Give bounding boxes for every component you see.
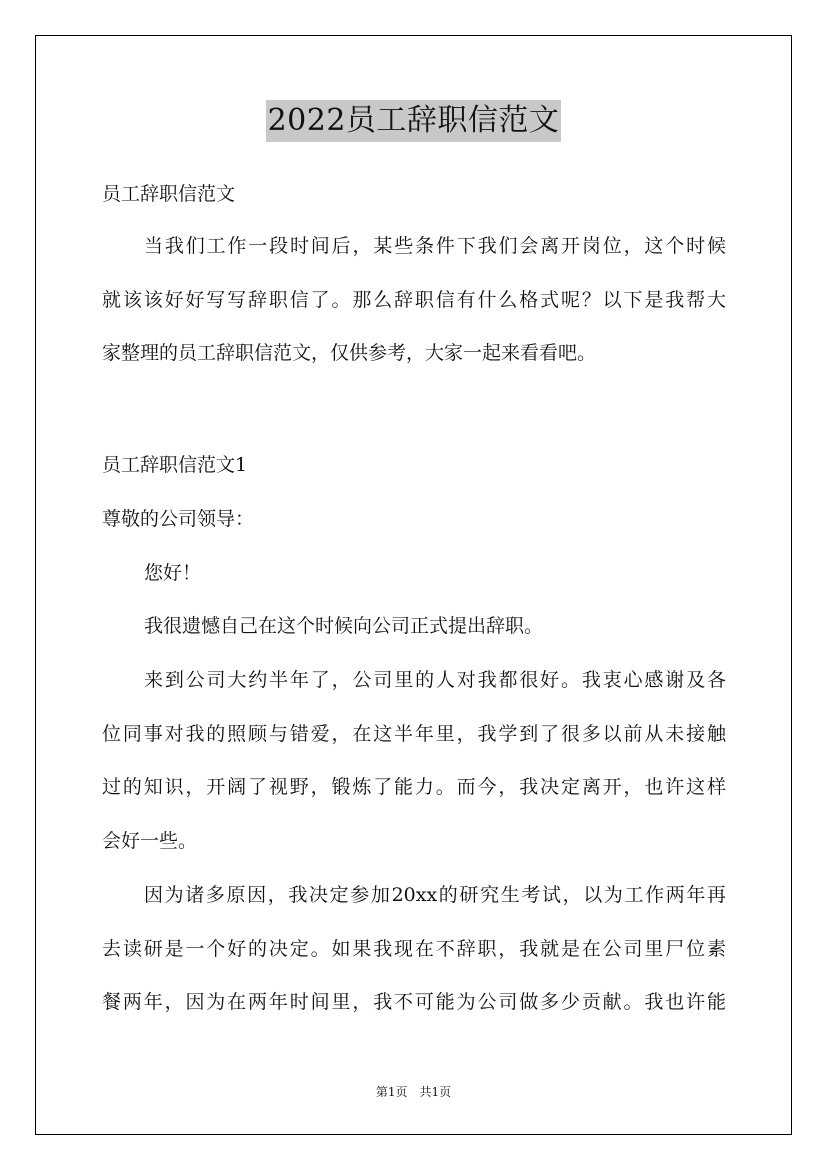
document-title: 2022员工辞职信范文: [266, 100, 562, 142]
greeting: 您好！: [144, 562, 202, 584]
paragraph-line: 家整理的员工辞职信范文，仅供参考，大家一起来看看吧。: [102, 342, 597, 364]
salutation: 尊敬的公司领导：: [102, 508, 255, 530]
paragraph-line: 当我们工作一段时间后，某些条件下我们会离开岗位，这个时候: [144, 235, 726, 257]
paragraph-1: 我很遗憾自己在这个时候向公司正式提出辞职。: [144, 615, 544, 637]
paragraph-line: 因为诸多原因，我决定参加20xx的研究生考试，以为工作两年再: [144, 884, 726, 906]
intro-paragraph: [102, 220, 726, 381]
paragraph-line: 来到公司大约半年了，公司里的人对我都很好。我衷心感谢及各: [144, 669, 726, 691]
paragraph-line: 餐两年，因为在两年时间里，我不可能为公司做多少贡献。我也许能: [102, 991, 726, 1013]
paragraph-line: 就该该好好写写辞职信了。那么辞职信有什么格式呢？以下是我帮大: [102, 288, 726, 311]
paragraph-line: 会好一些。: [102, 829, 198, 852]
paragraph-line: 过的知识，开阔了视野，锻炼了能力。而今，我决定离开，也许这样: [102, 776, 726, 798]
paragraph-line: 去读研是一个好的决定。如果我现在不辞职，我就是在公司里尸位素: [102, 937, 726, 960]
section-heading: 员工辞职信范文1: [102, 454, 248, 476]
paragraph-3: [102, 869, 726, 1030]
paragraph-2: [102, 654, 726, 868]
page-footer: 第1页 共1页: [375, 1085, 452, 1099]
paragraph-line: 位同事对我的照顾与错爱，在这半年里，我学到了很多以前从未接触: [102, 722, 726, 745]
document-subtitle: 员工辞职信范文: [102, 183, 236, 205]
title-container: [0, 100, 827, 142]
